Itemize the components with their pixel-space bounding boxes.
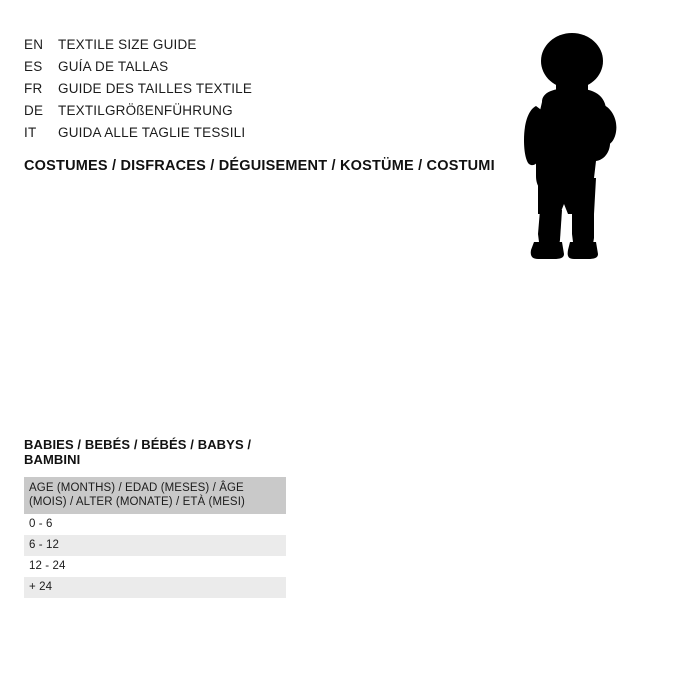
language-row [24, 56, 252, 78]
language-row [24, 122, 252, 144]
table-row [24, 535, 286, 556]
language-label: TEXTILGRÖßENFÜHRUNG [58, 103, 233, 118]
language-code: IT [24, 125, 37, 140]
table-row [24, 514, 286, 535]
language-list [24, 34, 252, 144]
category-line: COSTUMES / DISFRACES / DÉGUISEMENT / KOSTÜME / COSTUMI [24, 158, 495, 174]
language-row [24, 100, 252, 122]
table-row [24, 577, 286, 598]
size-table-section [24, 437, 286, 598]
table-header-row [24, 477, 286, 514]
toddler-silhouette-icon [498, 28, 668, 268]
size-table [24, 477, 286, 598]
table-row [24, 556, 286, 577]
language-row [24, 78, 252, 100]
language-label: GUIDA ALLE TAGLIE TESSILI [58, 125, 246, 140]
language-label: TEXTILE SIZE GUIDE [58, 37, 197, 52]
table-title: BABIES / BEBÉS / BÉBÉS / BABYS / BAMBINI [24, 437, 252, 467]
table-cell-age: + 24 [24, 577, 286, 598]
table-cell-age: 12 - 24 [24, 556, 286, 577]
table-column-header-age: AGE (MONTHS) / EDAD (MESES) / ÂGE (MOIS) / ALTER (MONATE) / ETÀ (MESI) [24, 477, 286, 514]
table-cell-age: 0 - 6 [24, 514, 286, 535]
language-code: DE [24, 103, 44, 118]
language-label: GUÍA DE TALLAS [58, 59, 169, 74]
language-label: GUIDE DES TAILLES TEXTILE [58, 81, 253, 96]
table-cell-age: 6 - 12 [24, 535, 286, 556]
language-row [24, 34, 252, 56]
language-code: ES [24, 59, 43, 74]
language-code: EN [24, 37, 44, 52]
language-code: FR [24, 81, 43, 96]
